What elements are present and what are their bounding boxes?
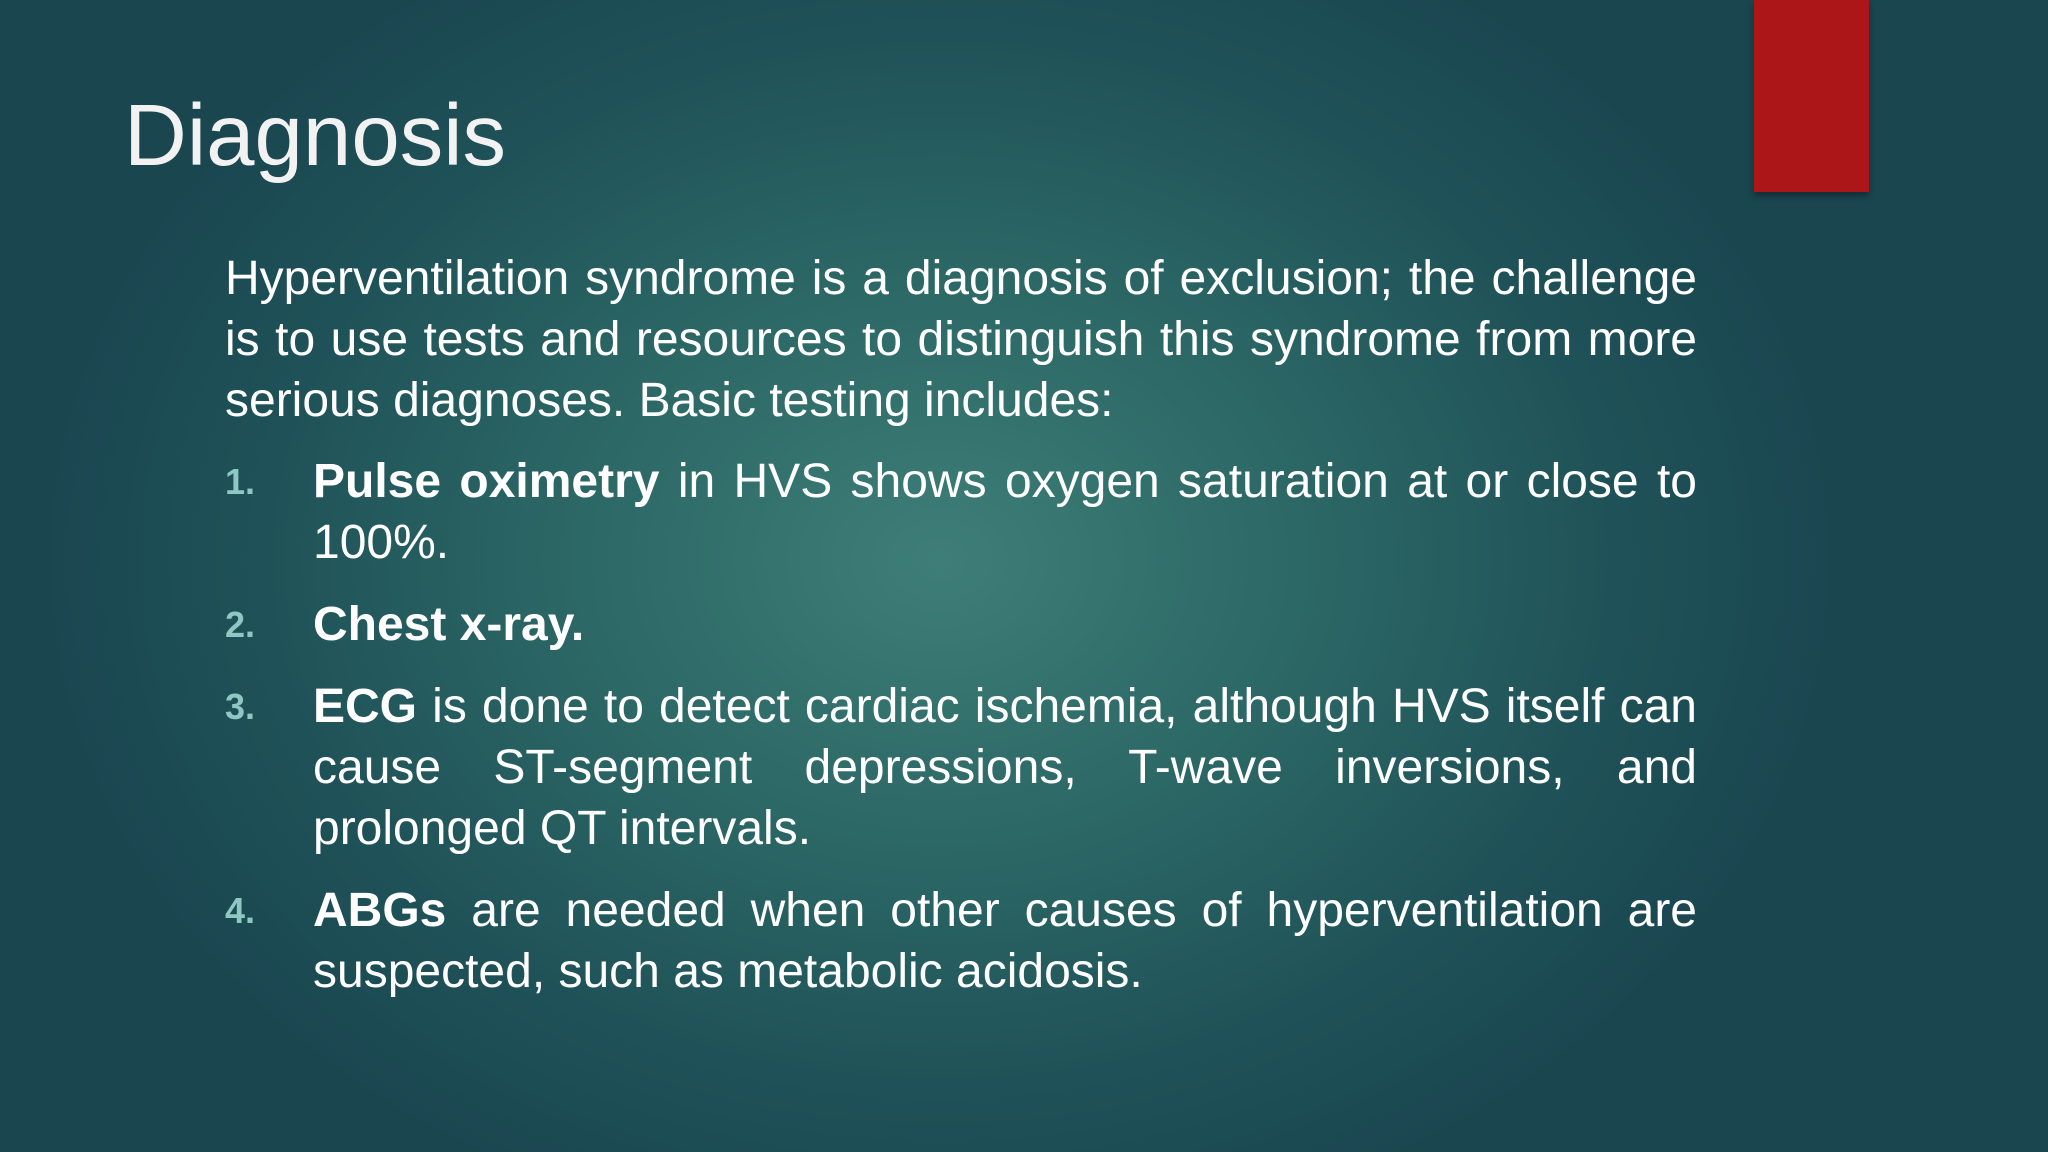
accent-bar — [1754, 0, 1869, 192]
list-item — [225, 451, 1697, 573]
list-term: ABGs — [313, 884, 447, 937]
list-number: 1. — [225, 461, 256, 502]
slide-body — [225, 248, 1697, 1023]
list-number: 2. — [225, 604, 256, 645]
list-item — [225, 880, 1697, 1002]
intro-paragraph: Hyperventilation syndrome is a diagnosis of exclusion; the challenge is to use tests and resources to distinguish this syndrome from more serious diagnoses. Basic testing includes: — [225, 252, 1697, 427]
list-term: Pulse oximetry — [313, 455, 660, 508]
list-term: Chest x-ray. — [313, 598, 585, 651]
slide-title: Diagnosis — [124, 87, 507, 184]
list-item — [225, 594, 1697, 655]
list-item — [225, 676, 1697, 859]
list-term: ECG — [313, 680, 418, 733]
testing-list — [225, 451, 1697, 1002]
list-text: are needed when other causes of hyperventilation are suspected, such as metabolic acidosis. — [313, 884, 1697, 998]
list-text: is done to detect cardiac ischemia, although HVS itself can cause ST-segment depressions, T-wave inversions, and prolonged QT intervals. — [313, 680, 1697, 855]
list-number: 4. — [225, 890, 256, 931]
list-number: 3. — [225, 686, 256, 727]
list-text: in HVS shows oxygen saturation at or close to 100%. — [313, 455, 1697, 569]
